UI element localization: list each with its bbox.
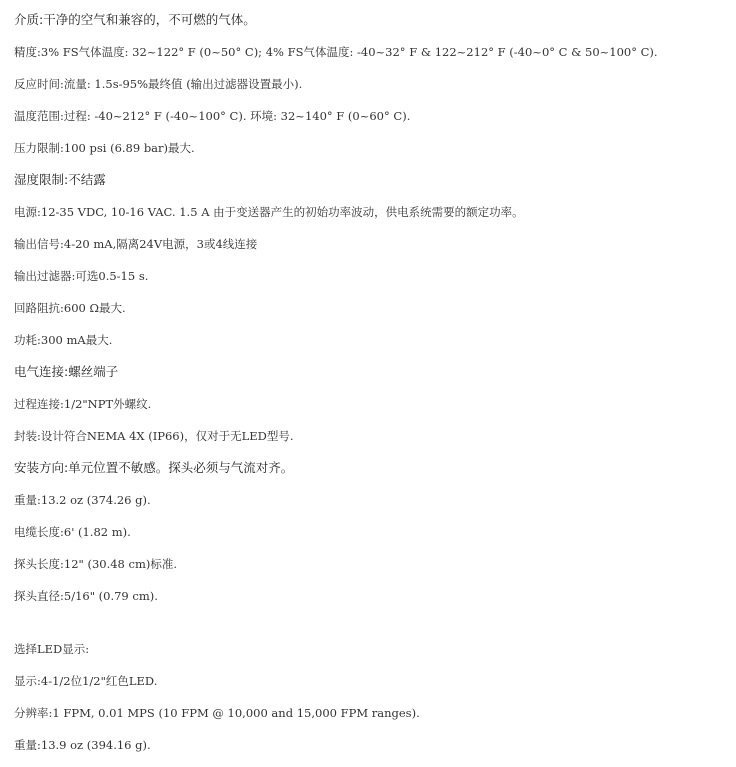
spec-line-power-supply: 电源:12-35 VDC, 10-16 VAC. 1.5 A 由于变送器产生的初始功率波动，供电系统需要的额定功率。 <box>14 205 524 219</box>
spec-line-output-signal: 输出信号:4-20 mA,隔离24V电源，3或4线连接 <box>14 237 258 251</box>
spec-line-mounting-orientation: 安装方向:单元位置不敏感。探头必须与气流对齐。 <box>14 460 294 475</box>
spec-line-medium: 介质:干净的空气和兼容的，不可燃的气体。 <box>14 12 256 27</box>
spec-line-power-consumption: 功耗:300 mA最大. <box>14 333 113 347</box>
spec-line-weight: 重量:13.2 oz (374.26 g). <box>14 493 151 507</box>
spec-line-electrical-connection: 电气连接:螺丝端子 <box>14 364 119 379</box>
spec-line-temperature-range: 温度范围:过程: -40~212° F (-40~100° C). 环境: 32~140° F (0~60° C). <box>14 109 411 123</box>
spec-line-probe-diameter: 探头直径:5/16" (0.79 cm). <box>14 589 158 603</box>
spec-line-humidity-limit: 湿度限制:不结露 <box>14 172 106 187</box>
spec-line-accuracy: 精度:3% FS气体温度: 32~122° F (0~50° C); 4% FS气体温度: -40~32° F & 122~212° F (-40~0° C & 50~100° C). <box>14 45 658 59</box>
spec-line-led-weight: 重量:13.9 oz (394.16 g). <box>14 738 151 752</box>
spec-line-enclosure: 封装:设计符合NEMA 4X (IP66)，仅对于无LED型号. <box>14 429 294 443</box>
spec-line-loop-impedance: 回路阻抗:600 Ω最大. <box>14 301 126 315</box>
spec-line-process-connection: 过程连接:1/2"NPT外螺纹. <box>14 397 152 411</box>
spec-line-response-time: 反应时间:流量: 1.5s-95%最终值 (输出过滤器设置最小). <box>14 77 303 91</box>
spec-line-display: 显示:4-1/2位1/2"红色LED. <box>14 674 158 688</box>
spec-line-probe-length: 探头长度:12" (30.48 cm)标准. <box>14 557 178 571</box>
spec-line-resolution: 分辨率:1 FPM, 0.01 MPS (10 FPM @ 10,000 and 15,000 FPM ranges). <box>14 706 420 720</box>
spec-line-pressure-limit: 压力限制:100 psi (6.89 bar)最大. <box>14 141 195 155</box>
spec-line-cable-length: 电缆长度:6' (1.82 m). <box>14 525 131 539</box>
spec-line-output-filter: 输出过滤器:可选0.5-15 s. <box>14 269 149 283</box>
led-option-heading: 选择LED显示: <box>14 642 90 656</box>
